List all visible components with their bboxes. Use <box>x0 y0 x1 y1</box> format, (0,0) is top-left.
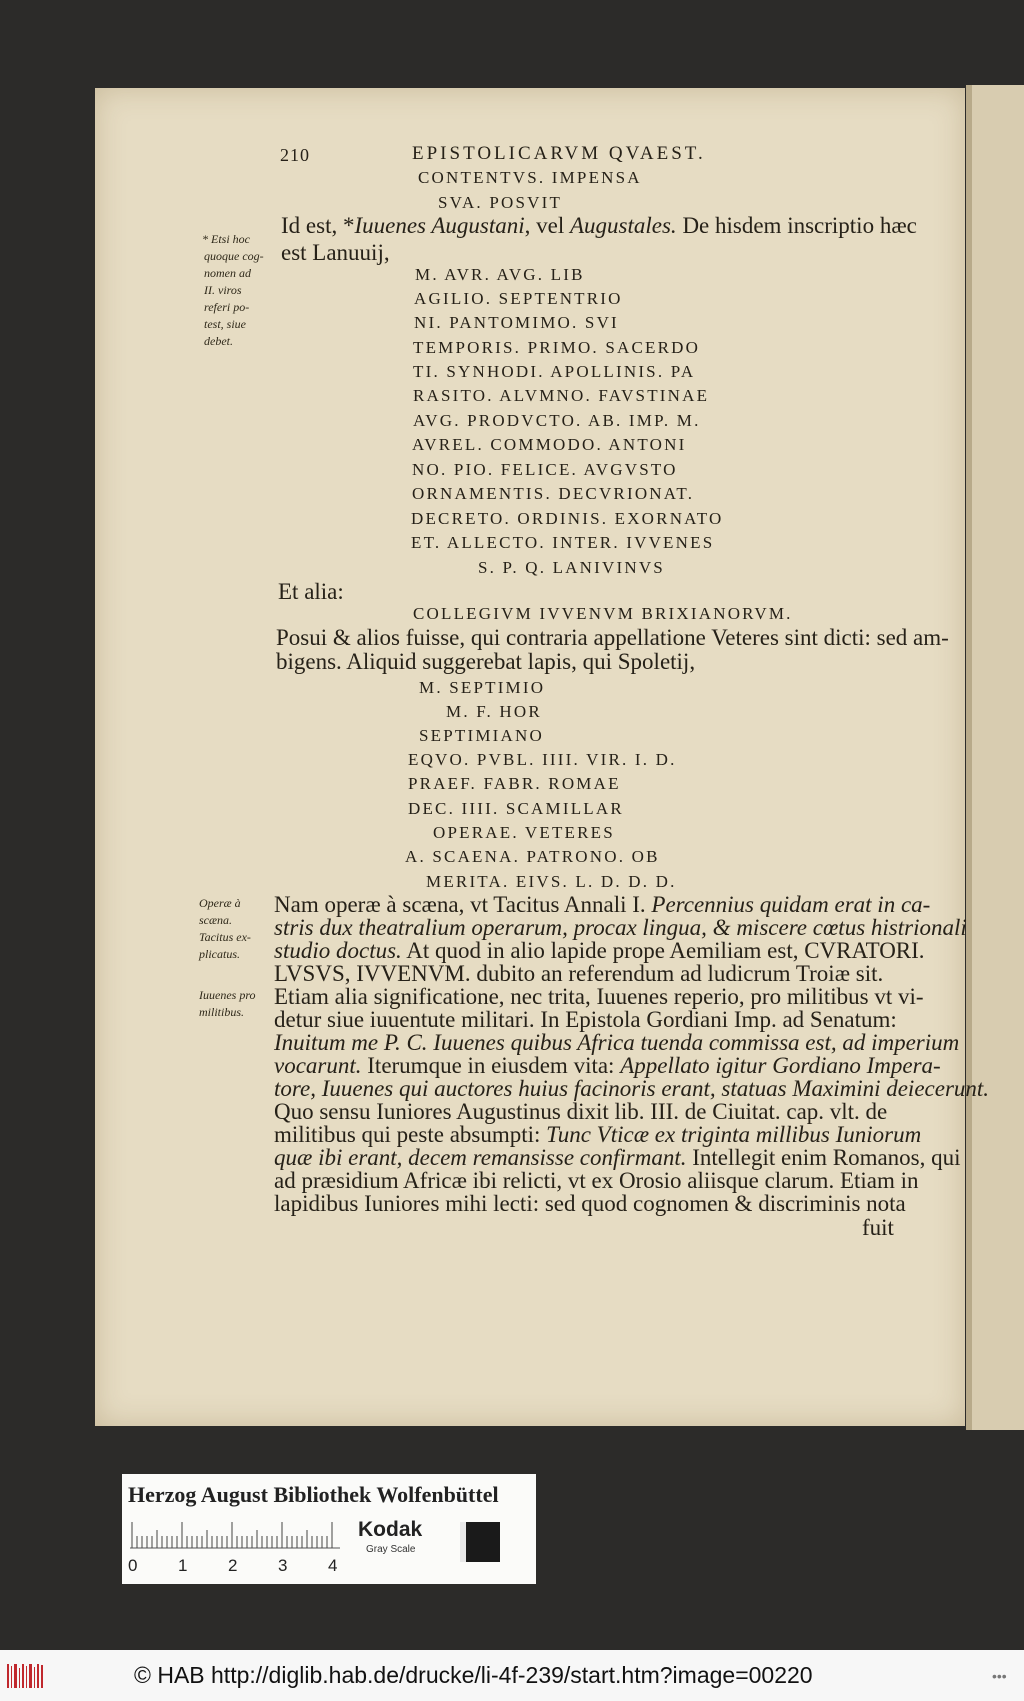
paragraph-line: detur siue iuuentute militari. In Epistola Gordiani Imp. ad Senatum: <box>274 1007 897 1032</box>
margin-note-line: debet. <box>204 334 233 348</box>
hab-barcode-icon <box>6 1662 46 1690</box>
paragraph-line: Inuitum me P. C. Iuuenes quibus Africa tuenda commissa est, ad imperium <box>274 1030 960 1055</box>
scale-number: 0 <box>128 1556 138 1575</box>
margin-note-line: Operæ à <box>199 896 241 910</box>
inscription-line: M. AVR. AVG. LIB <box>415 265 585 284</box>
ruler-scale <box>130 1521 340 1549</box>
margin-note-line: quoque cog- <box>204 249 264 263</box>
inscription-line: CONTENTVS. IMPENSA <box>418 168 642 187</box>
et-alia-line: Et alia: <box>278 579 344 604</box>
inscription-brixia: COLLEGIVM IVVENVM BRIXIANORVM. <box>413 604 793 623</box>
margin-note-line: Iuuenes pro <box>199 988 256 1002</box>
margin-note-line: scæna. <box>199 913 232 927</box>
margin-note-line: * Etsi hoc <box>202 232 250 246</box>
inscription-line: OPERAE. VETERES <box>433 823 615 842</box>
paragraph-line: LVSVS, IVVENVM. dubito an referendum ad ludicrum Troiæ sit. <box>274 961 884 986</box>
page-number: 210 <box>280 145 310 165</box>
inscription-line: M. F. HOR <box>446 702 542 721</box>
paragraph-line: quæ ibi erant, decem remansisse confirmant. Intellegit enim Romanos, qui <box>274 1145 961 1170</box>
inscription-line: NI. PANTOMIMO. SVI <box>414 313 619 332</box>
paragraph-line: Etiam alia significatione, nec trita, Iuuenes reperio, pro militibus vt vi- <box>274 984 924 1009</box>
inscription-line: AGILIO. SEPTENTRIO <box>414 289 623 308</box>
paragraph-line: Quo sensu Iuniores Augustinus dixit lib. III. de Ciuitat. cap. vlt. de <box>274 1099 888 1124</box>
margin-note-line: militibus. <box>199 1005 245 1019</box>
scale-number: 2 <box>228 1556 238 1575</box>
margin-note-line: test, siue <box>204 317 246 331</box>
inscription-line: RASITO. ALVMNO. FAVSTINAE <box>413 386 710 405</box>
inscription-line: AVG. PRODVCTO. AB. IMP. M. <box>413 411 701 430</box>
black-patch <box>466 1522 500 1562</box>
scale-number: 1 <box>178 1556 188 1575</box>
margin-note-line: II. viros <box>204 283 242 297</box>
paragraph-line: tore, Iuuenes qui auctores huius facinoris erant, statuas Maximini deiecerunt. <box>274 1076 990 1101</box>
inscription-line: M. SEPTIMIO <box>419 678 546 697</box>
inscription-line: TI. SYNHODI. APOLLINIS. PA <box>413 362 696 381</box>
catchword: fuit <box>862 1215 894 1240</box>
color-calibration-card <box>122 1474 536 1584</box>
inscription-line: S. P. Q. LANIVINVS <box>478 558 665 577</box>
inscription-line: A. SCAENA. PATRONO. OB <box>405 847 660 866</box>
inscription-line: TEMPORIS. PRIMO. SACERDO <box>413 338 701 357</box>
inscription-line: ORNAMENTIS. DECVRIONAT. <box>412 484 695 503</box>
kodak-logo: Kodak <box>358 1518 423 1541</box>
scale-number: 3 <box>278 1556 288 1575</box>
inscription-line: DECRETO. ORDINIS. EXORNATO <box>411 509 724 528</box>
paragraph-line: ad præsidium Africæ ibi relicti, vt ex Orosio aliisque clarum. Etiam in <box>274 1168 919 1193</box>
margin-note-line: referi po- <box>204 300 250 314</box>
copyright-url[interactable]: © HAB http://diglib.hab.de/drucke/li-4f-239/start.htm?image=00220 <box>134 1662 813 1688</box>
paragraph-line: militibus qui peste absumpti: Tunc Vticæ ex triginta millibus Iuniorum <box>274 1122 922 1147</box>
inscription-line: NO. PIO. FELICE. AVGVSTO <box>412 460 678 479</box>
inscription-line: EQVO. PVBL. IIII. VIR. I. D. <box>408 750 677 769</box>
paragraph-line: stris dux theatralium operarum, procax lingua, & miscere cœtus histrionali <box>274 915 967 940</box>
running-header: EPISTOLICARVM QVAEST. <box>412 143 706 164</box>
paragraph-line: lapidibus Iuniores mihi lecti: sed quod cognomen & discriminis nota <box>274 1191 906 1216</box>
inscription-line: MERITA. EIVS. L. D. D. D. <box>426 872 677 891</box>
paragraph-line: Id est, *Iuuenes Augustani, vel Augustales. De hisdem inscriptio hæc <box>281 213 917 238</box>
inscription-line: AVREL. COMMODO. ANTONI <box>412 435 687 454</box>
margin-note-line: plicatus. <box>199 947 240 961</box>
more-icon[interactable]: ••• <box>992 1668 1007 1684</box>
paragraph-line: studio doctus. At quod in alio lapide prope Aemiliam est, CVRATORI. <box>274 938 925 963</box>
inscription-line: SEPTIMIANO <box>419 726 544 745</box>
inscription-line: PRAEF. FABR. ROMAE <box>408 774 621 793</box>
margin-note-line: Tacitus ex- <box>199 930 251 944</box>
margin-note-line: nomen ad <box>204 266 251 280</box>
next-page-edge <box>966 85 1024 1430</box>
paragraph-line: vocarunt. Iterumque in eiusdem vita: Appellato igitur Gordiano Impera- <box>274 1053 941 1078</box>
paragraph-line: Nam operæ à scæna, vt Tacitus Annali I. Percennius quidam erat in ca- <box>274 892 931 917</box>
inscription-line: SVA. POSVIT <box>438 193 563 212</box>
library-name: Herzog August Bibliothek Wolfenbüttel <box>128 1482 499 1507</box>
paragraph-line: est Lanuuij, <box>281 240 390 265</box>
paragraph-line: Posui & alios fuisse, qui contraria appellatione Veteres sint dicti: sed am- <box>276 625 949 650</box>
scale-number: 4 <box>328 1556 338 1575</box>
inscription-line: DEC. IIII. SCAMILLAR <box>408 799 624 818</box>
gray-scale-label: Gray Scale <box>366 1544 416 1555</box>
page-gutter-shadow <box>966 85 972 1430</box>
inscription-line: ET. ALLECTO. INTER. IVVENES <box>411 533 715 552</box>
paragraph-line: bigens. Aliquid suggerebat lapis, qui Spoletij, <box>276 649 696 674</box>
footer-bar <box>0 1650 1024 1701</box>
